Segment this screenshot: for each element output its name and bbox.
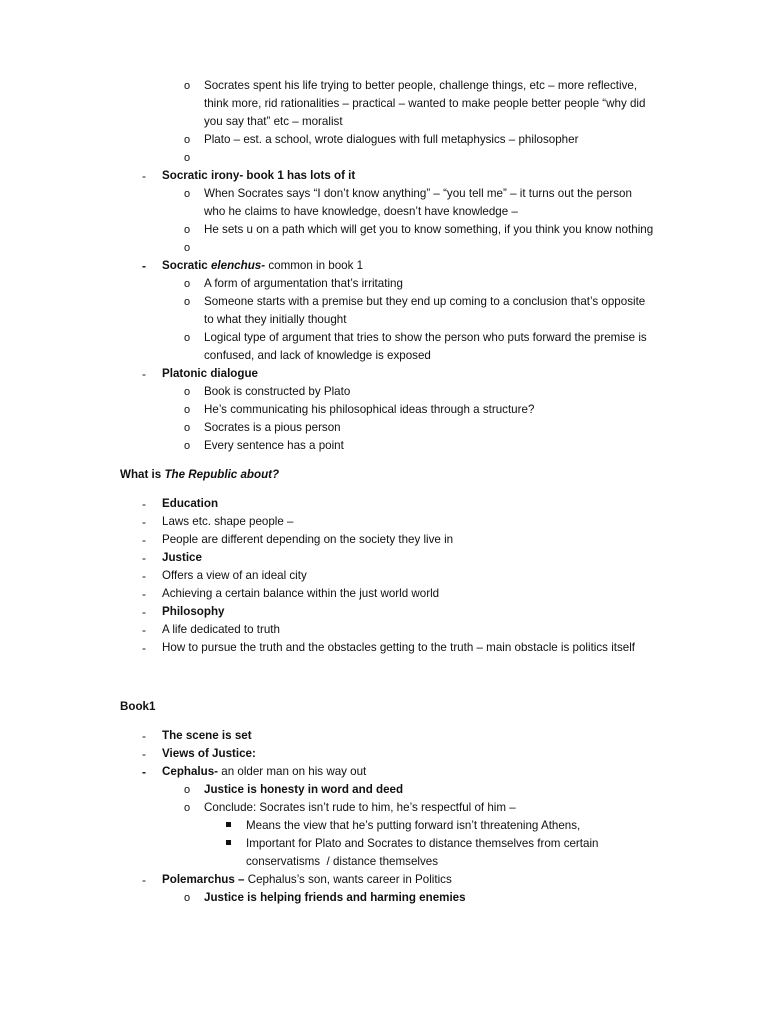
dash-bullet-icon: - [142, 515, 146, 529]
square-bullet-icon [226, 817, 242, 835]
bullet-text: He sets u on a path which will get you to know something, if you think you know nothing [204, 223, 654, 236]
bullet-text: Plato – est. a school, wrote dialogues with full metaphysics – philosopher [204, 133, 579, 146]
list-item: Cephalus- an older man on his way out [162, 765, 367, 778]
bullet-text: Important for Plato and Socrates to distance themselves from certain [246, 837, 599, 850]
bullet-text: who he claims to have knowledge, doesn’t have knowledge – [204, 205, 518, 218]
circle-bullet-icon: o [184, 188, 191, 200]
circle-bullet-icon: o [184, 784, 191, 796]
bullet-text: He’s communicating his philosophical ideas through a structure? [204, 403, 535, 416]
list-item: How to pursue the truth and the obstacles getting to the truth – main obstacle is politics itself [162, 641, 636, 654]
bullet-text: Justice is helping friends and harming enemies [204, 891, 466, 904]
circle-bullet-icon: o [184, 332, 191, 344]
section-heading: Platonic dialogue [162, 367, 258, 380]
bullet-text: Every sentence has a point [204, 439, 344, 452]
square-bullet-icon [226, 835, 242, 853]
section-heading: Socratic elenchus- common in book 1 [162, 259, 364, 272]
dash-bullet-icon: - [142, 551, 146, 565]
dash-bullet-icon: - [142, 873, 146, 887]
list-item: Education [162, 497, 219, 510]
bullet-text: think more, rid rationalities – practical – wanted to make people better people “why did [204, 97, 646, 110]
circle-bullet-icon: o [184, 404, 191, 416]
circle-bullet-icon: o [184, 278, 191, 290]
dash-bullet-icon: - [142, 587, 146, 601]
section-title: Book1 [120, 700, 156, 713]
bullet-text: to what they initially thought [204, 313, 347, 326]
dash-bullet-icon: - [142, 765, 146, 779]
section-title: What is The Republic about? [120, 468, 280, 481]
list-item: Achieving a certain balance within the just world world [162, 587, 440, 600]
bullet-text: Socrates spent his life trying to better people, challenge things, etc – more reflective, [204, 79, 638, 92]
dash-bullet-icon: - [142, 623, 146, 637]
list-item: Views of Justice: [162, 747, 256, 760]
list-item: Justice [162, 551, 202, 564]
list-item: Philosophy [162, 605, 225, 618]
list-item: Offers a view of an ideal city [162, 569, 307, 582]
dash-bullet-icon: - [142, 641, 146, 655]
bullet-text: Means the view that he’s putting forward isn’t threatening Athens, [246, 819, 581, 832]
circle-bullet-icon: o [184, 802, 191, 814]
bullet-text: confused, and lack of knowledge is exposed [204, 349, 431, 362]
dash-bullet-icon: - [142, 569, 146, 583]
bullet-text: Justice is honesty in word and deed [204, 783, 404, 796]
circle-bullet-icon: o [184, 296, 191, 308]
dash-bullet-icon: - [142, 367, 146, 381]
list-item: Laws etc. shape people – [162, 515, 294, 528]
dash-bullet-icon: - [142, 497, 146, 511]
circle-bullet-icon: o [184, 422, 191, 434]
list-item: Polemarchus – Cephalus’s son, wants career in Politics [162, 873, 452, 886]
circle-bullet-icon: o [184, 224, 191, 236]
circle-bullet-icon: o [184, 134, 191, 146]
circle-bullet-icon: o [184, 242, 191, 254]
bullet-text: A form of argumentation that’s irritating [204, 277, 403, 290]
bullet-text: you say that” etc – moralist [204, 115, 343, 128]
circle-bullet-icon: o [184, 152, 191, 164]
circle-bullet-icon: o [184, 892, 191, 904]
dash-bullet-icon: - [142, 729, 146, 743]
dash-bullet-icon: - [142, 747, 146, 761]
bullet-text: conservatisms / distance themselves [246, 855, 439, 868]
bullet-text: Conclude: Socrates isn’t rude to him, he’s respectful of him – [204, 801, 516, 814]
list-item: People are different depending on the society they live in [162, 533, 454, 546]
bullet-text: Logical type of argument that tries to show the person who puts forward the premise is [204, 331, 647, 344]
circle-bullet-icon: o [184, 386, 191, 398]
circle-bullet-icon: o [184, 440, 191, 452]
circle-bullet-icon: o [184, 80, 191, 92]
section-heading: Socratic irony- book 1 has lots of it [162, 169, 356, 182]
dash-bullet-icon: - [142, 169, 146, 183]
bullet-text: When Socrates says “I don’t know anything” – “you tell me” – it turns out the person [204, 187, 632, 200]
dash-bullet-icon: - [142, 533, 146, 547]
dash-bullet-icon: - [142, 259, 146, 273]
list-item: A life dedicated to truth [162, 623, 280, 636]
dash-bullet-icon: - [142, 605, 146, 619]
bullet-text: Someone starts with a premise but they end up coming to a conclusion that’s opposite [204, 295, 646, 308]
bullet-text: Socrates is a pious person [204, 421, 341, 434]
bullet-text: Book is constructed by Plato [204, 385, 351, 398]
list-item: The scene is set [162, 729, 252, 742]
